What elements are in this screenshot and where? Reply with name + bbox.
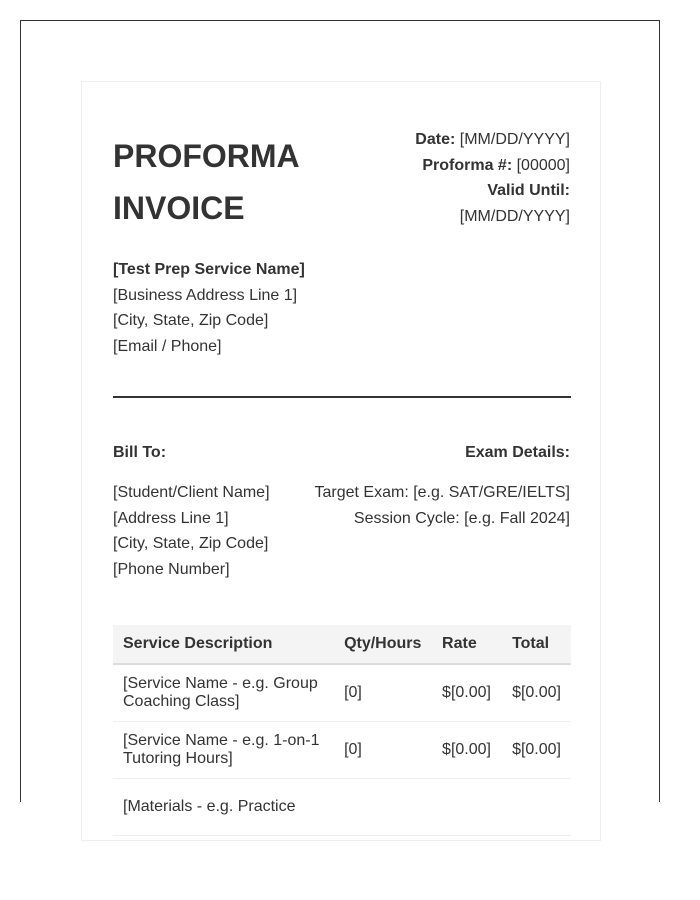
exam-details-info bbox=[315, 480, 571, 531]
document-frame bbox=[20, 20, 660, 815]
valid-until-value: [MM/DD/YYYY] bbox=[459, 207, 570, 225]
row-rate: $[0.00] bbox=[432, 664, 502, 722]
row-description: [Service Name - e.g. 1-on-1 Tutoring Hours] bbox=[113, 722, 334, 779]
valid-until-label: Valid Until: bbox=[487, 182, 570, 200]
invoice-page bbox=[81, 81, 601, 841]
client-address: [Address Line 1] bbox=[113, 509, 229, 527]
business-name: [Test Prep Service Name] bbox=[113, 261, 305, 278]
header-rate: Rate bbox=[432, 625, 502, 664]
business-address: [Business Address Line 1] bbox=[113, 286, 298, 304]
table-row bbox=[113, 722, 571, 779]
row-rate bbox=[432, 779, 502, 836]
business-info bbox=[113, 257, 305, 359]
session-cycle: Session Cycle: [e.g. Fall 2024] bbox=[353, 509, 570, 527]
row-qty bbox=[334, 779, 432, 836]
title-line-2: INVOICE bbox=[113, 190, 245, 226]
table-header-row bbox=[113, 625, 571, 664]
date-value: [MM/DD/YYYY] bbox=[459, 131, 570, 148]
header-service-description: Service Description bbox=[113, 625, 334, 664]
page-title bbox=[113, 130, 343, 234]
proforma-row bbox=[415, 153, 570, 179]
client-name: [Student/Client Name] bbox=[113, 484, 270, 501]
invoice-meta bbox=[415, 127, 570, 229]
proforma-label: Proforma #: bbox=[422, 156, 513, 174]
row-total: $[0.00] bbox=[502, 722, 571, 779]
bill-to-info bbox=[113, 480, 270, 582]
row-description: [Materials - e.g. Practice bbox=[113, 779, 334, 836]
services-table bbox=[113, 625, 571, 836]
row-rate: $[0.00] bbox=[432, 722, 502, 779]
row-total: $[0.00] bbox=[502, 664, 571, 722]
target-exam: Target Exam: [e.g. SAT/GRE/IELTS] bbox=[314, 484, 570, 501]
row-description: [Service Name - e.g. Group Coaching Class] bbox=[113, 664, 334, 722]
table-row bbox=[113, 779, 571, 836]
date-label: Date: bbox=[415, 131, 456, 148]
date-row bbox=[415, 127, 570, 153]
divider bbox=[113, 396, 571, 398]
client-city: [City, State, Zip Code] bbox=[113, 535, 269, 553]
bill-to-heading: Bill To: bbox=[113, 444, 167, 461]
business-contact: [Email / Phone] bbox=[113, 337, 222, 355]
table-row bbox=[113, 664, 571, 722]
header-total: Total bbox=[502, 625, 571, 664]
proforma-value: [00000] bbox=[516, 156, 570, 174]
title-line-1: PROFORMA bbox=[113, 138, 300, 174]
header-qty-hours: Qty/Hours bbox=[334, 625, 432, 664]
exam-details-heading: Exam Details: bbox=[465, 444, 570, 461]
row-total bbox=[502, 779, 571, 836]
row-qty: [0] bbox=[334, 722, 432, 779]
business-city: [City, State, Zip Code] bbox=[113, 312, 269, 330]
client-phone: [Phone Number] bbox=[113, 560, 230, 578]
row-qty: [0] bbox=[334, 664, 432, 722]
